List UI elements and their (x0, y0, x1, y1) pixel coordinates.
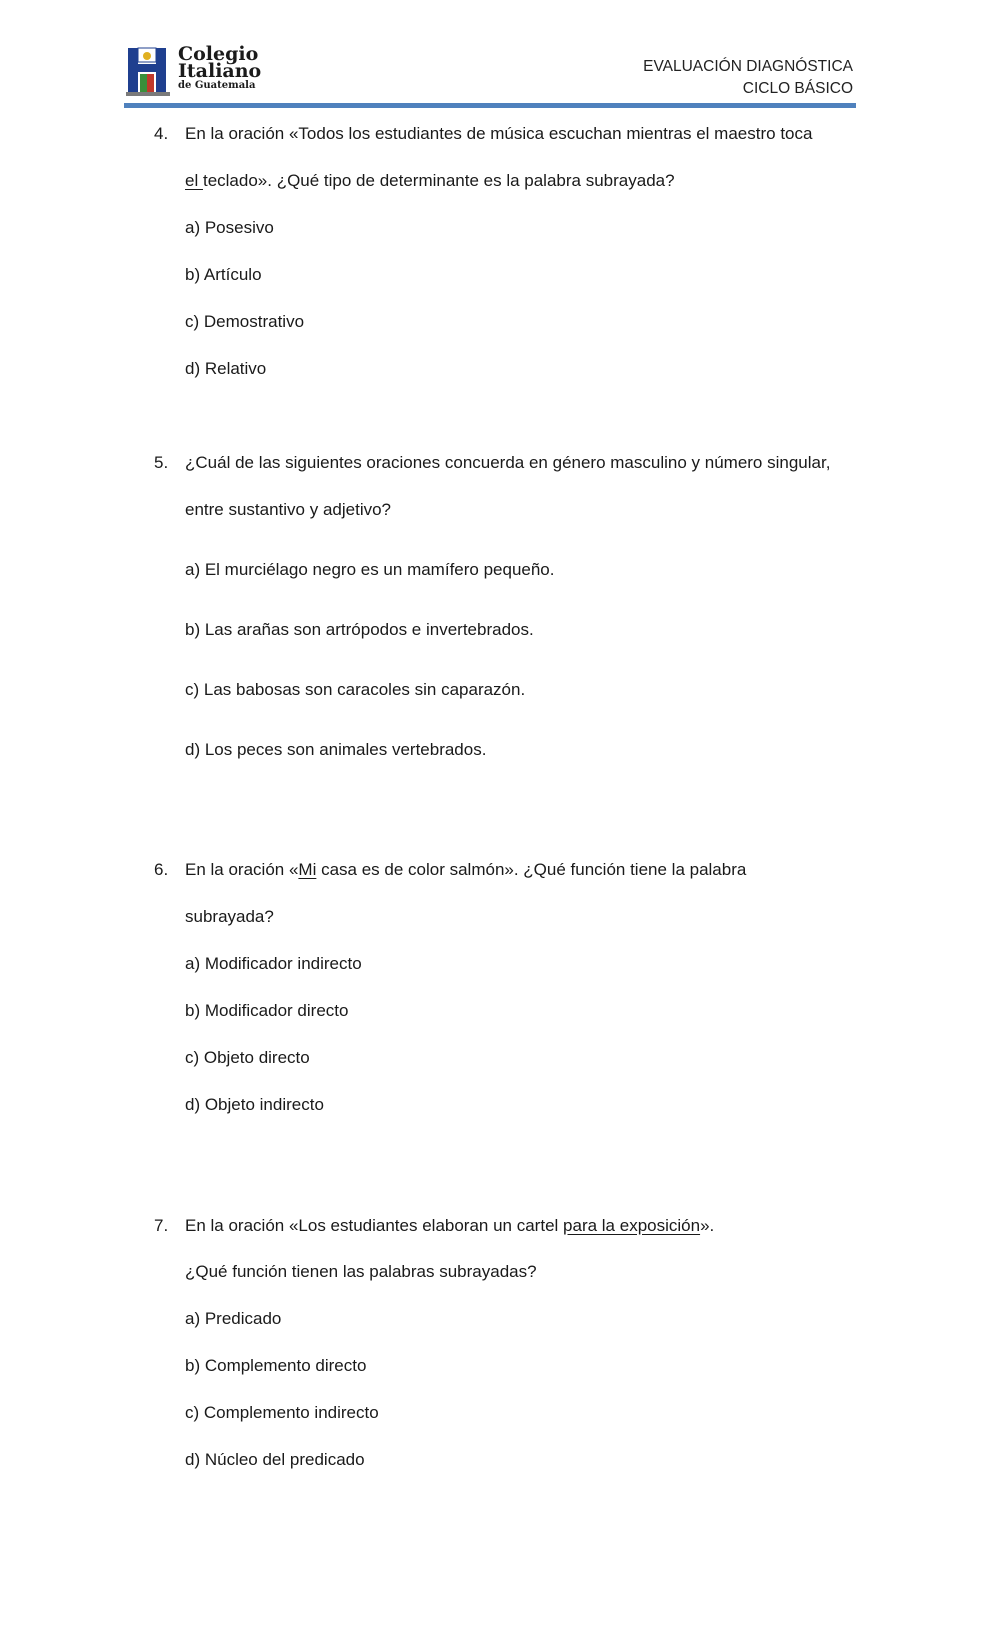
header-rule (124, 103, 856, 108)
question-stem-line1-pre: En la oración «Los estudiantes elaboran un cartel (185, 1216, 564, 1235)
option-c: c) Objeto directo (185, 1048, 310, 1067)
logo-text-line3: de Guatemala (178, 80, 256, 91)
option-b: b) Complemento directo (185, 1356, 367, 1375)
question-stem-line1-post: casa es de color salmón». ¿Qué función tiene la palabra (316, 860, 747, 879)
question-stem-line2-rest: teclado». ¿Qué tipo de determinante es la palabra subrayada? (202, 171, 675, 190)
option-d: d) Núcleo del predicado (185, 1450, 365, 1469)
question-stem-line1 (185, 1216, 714, 1236)
header-title-line2: CICLO BÁSICO (742, 80, 853, 97)
header-title (643, 56, 853, 100)
underlined-phrase: para la exposición (563, 1216, 701, 1235)
option-a: a) Predicado (185, 1309, 282, 1328)
option-b: b) Artículo (185, 265, 262, 284)
question-stem-line2: entre sustantivo y adjetivo? (185, 500, 392, 519)
question-number: 6. (154, 860, 169, 879)
school-logo (126, 43, 262, 100)
option-d: d) Objeto indirecto (185, 1095, 324, 1114)
question-number: 7. (154, 1216, 169, 1235)
option-d: d) Relativo (185, 359, 267, 378)
option-c: c) Las babosas son caracoles sin caparazón. (185, 680, 526, 699)
option-a: a) Modificador indirecto (185, 954, 362, 973)
option-a: a) Posesivo (185, 218, 274, 237)
question-number: 5. (154, 453, 169, 472)
question-stem-line2: ¿Qué función tienen las palabras subrayadas? (185, 1262, 537, 1281)
logo-text-line1: Colegio (178, 43, 259, 65)
question-number: 4. (154, 124, 169, 143)
question-stem-line1 (185, 860, 746, 880)
school-crest-icon (126, 46, 176, 100)
option-c: c) Demostrativo (185, 312, 305, 331)
question-stem-line1: ¿Cuál de las siguientes oraciones concuerda en género masculino y número singular, (185, 453, 831, 472)
option-b: b) Modificador directo (185, 1001, 349, 1020)
question-stem-line2 (185, 171, 675, 191)
option-d: d) Los peces son animales vertebrados. (185, 740, 487, 759)
option-a: a) El murciélago negro es un mamífero pequeño. (185, 560, 555, 579)
question-stem-line1: En la oración «Todos los estudiantes de música escuchan mientras el maestro toca (185, 124, 813, 143)
header-title-line1: EVALUACIÓN DIAGNÓSTICA (643, 58, 853, 75)
question-stem-line2: subrayada? (185, 907, 274, 926)
option-b: b) Las arañas son artrópodos e invertebrados. (185, 620, 534, 639)
underlined-word: el (185, 171, 203, 190)
logo-text-line2: Italiano (178, 60, 262, 82)
question-stem-line1-post: ». (700, 1216, 715, 1235)
underlined-word: Mi (298, 860, 317, 879)
question-stem-line1-pre: En la oración « (185, 860, 299, 879)
option-c: c) Complemento indirecto (185, 1403, 379, 1422)
